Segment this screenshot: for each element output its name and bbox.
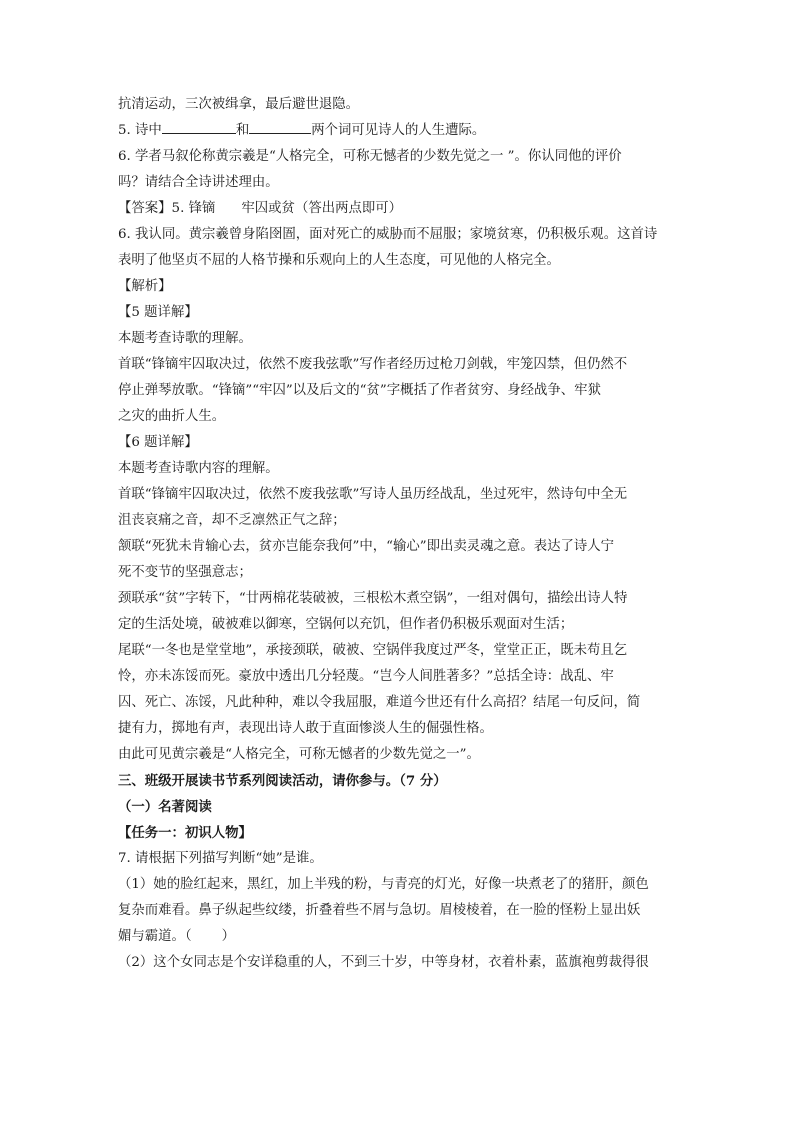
text-line: （1）她的脸红起来，黑红，加上半残的粉，与青亮的灯光，好像一块煮老了的猪肝，颜色 (118, 877, 649, 892)
text-line: 首联“锋镝牢囚取决过，依然不废我弦歌”写作者经历过枪刀剑戟，牢笼囚禁，但仍然不 (118, 357, 628, 372)
answer-rest: 牢囚或贫（答出两点即可） (241, 201, 403, 216)
answer-blank-1[interactable] (162, 119, 236, 134)
analysis-heading: 【解析】 (118, 279, 172, 294)
text-line: 颔联“死犹未肯输心去，贫亦岂能奈我何”中，“输心”即出卖灵魂之意。表达了诗人宁 (118, 539, 615, 554)
q5-suffix: 两个词可见诗人的人生遭际。 (311, 123, 486, 138)
q5-prefix: 5. 诗中 (118, 123, 162, 138)
answer-paren-line (118, 924, 678, 950)
question-7: 7. 请根据下列描写判断“她”是谁。 (118, 851, 323, 866)
text-line: 本题考查诗歌内容的理解。 (118, 461, 279, 476)
text-line: 捷有力，掷地有声，表现出诗人敢于直面惨淡人生的倔强性格。 (118, 721, 493, 736)
text-line: 颈联承“贫”字转下，“廿两棉花装破被，三根松木煮空锅”，一组对偶句，描绘出诗人特 (118, 591, 628, 606)
subsection-heading: （一）名著阅读 (118, 799, 212, 815)
text-line: 死不变节的坚强意志； (118, 565, 252, 580)
answer-6: 6. 我认同。黄宗羲曾身陷囹圄，面对死亡的威胁而不屈服；家境贫寒，仍积极乐观。这首诗 (118, 227, 658, 242)
text-line: 之灾的曲折人生。 (118, 409, 226, 424)
text-line: 首联“锋镝牢囚取决过，依然不废我弦歌”写诗人虽历经战乱，坐过死牢，然诗句中全无 (118, 487, 628, 502)
q5-detail-heading: 【5 题详解】 (118, 305, 198, 320)
text-line: 复杂而难看。鼻子纵起些纹缕，折叠着些不屑与急切。眉棱棱着，在一脸的怪粉上显出妖 (118, 903, 641, 918)
text-line: 沮丧哀痛之音，却不乏凛然正气之辞； (118, 513, 346, 528)
answer-6-cont: 表明了他坚贞不屈的人格节操和乐观向上的人生态度，可见他的人格完全。 (118, 253, 560, 268)
section-three-heading: 三、班级开展读书节系列阅读活动，请你参与。（7 分） (118, 773, 447, 789)
q5-mid: 和 (235, 123, 250, 138)
text-line: 囚、死亡、冻馁，凡此种种，难以令我屈服，难道今世还有什么高招？结尾一句反问，简 (118, 695, 641, 710)
question-6: 6. 学者马叙伦称黄宗羲是“人格完全，可称无憾者的少数先觉之一 ”。你认同他的评价 (118, 149, 622, 164)
question-6-cont: 吗？请结合全诗讲述理由。 (118, 175, 279, 190)
text-line: 停止弹琴放歌。“锋镝”“牢囚”以及后文的“贫”字概括了作者贫穷、身经战争、牢狱 (118, 383, 601, 398)
text-line: （2）这个女同志是个安详稳重的人，不到三十岁，中等身材，衣着朴素，蓝旗袍剪裁得很 (118, 955, 649, 970)
question-5 (118, 118, 678, 144)
text-line: 怜，亦未冻馁而死。豪放中透出几分轻蔑。“岂今人间胜著多？”总括全诗：战乱、牢 (118, 669, 614, 684)
task-one-heading: 【任务一：初识人物】 (118, 825, 252, 841)
text-line: 由此可见黄宗羲是“人格完全，可称无憾者的少数先觉之一”。 (118, 747, 480, 762)
q6-detail-heading: 【6 题详解】 (118, 435, 198, 450)
answer-blank-2[interactable] (249, 119, 311, 134)
answer-label: 【答案】5. 锋镝 (118, 201, 216, 216)
paren-close: ） (221, 929, 236, 944)
text-line: 本题考查诗歌的理解。 (118, 331, 252, 346)
text-line: 抗清运动，三次被缉拿，最后避世退隐。 (118, 97, 360, 112)
text-line: 定的生活处境，破被难以御寒，空锅何以充饥，但作者仍积极乐观面对生活； (118, 617, 574, 632)
answer-line (118, 196, 678, 222)
text-line: 尾联“一冬也是堂堂地”，承接颈联，破被、空锅伴我度过严冬，堂堂正正，既未苟且乞 (118, 643, 628, 658)
document-page (118, 92, 678, 976)
paren-text: 媚与霸道。（ (118, 929, 192, 944)
